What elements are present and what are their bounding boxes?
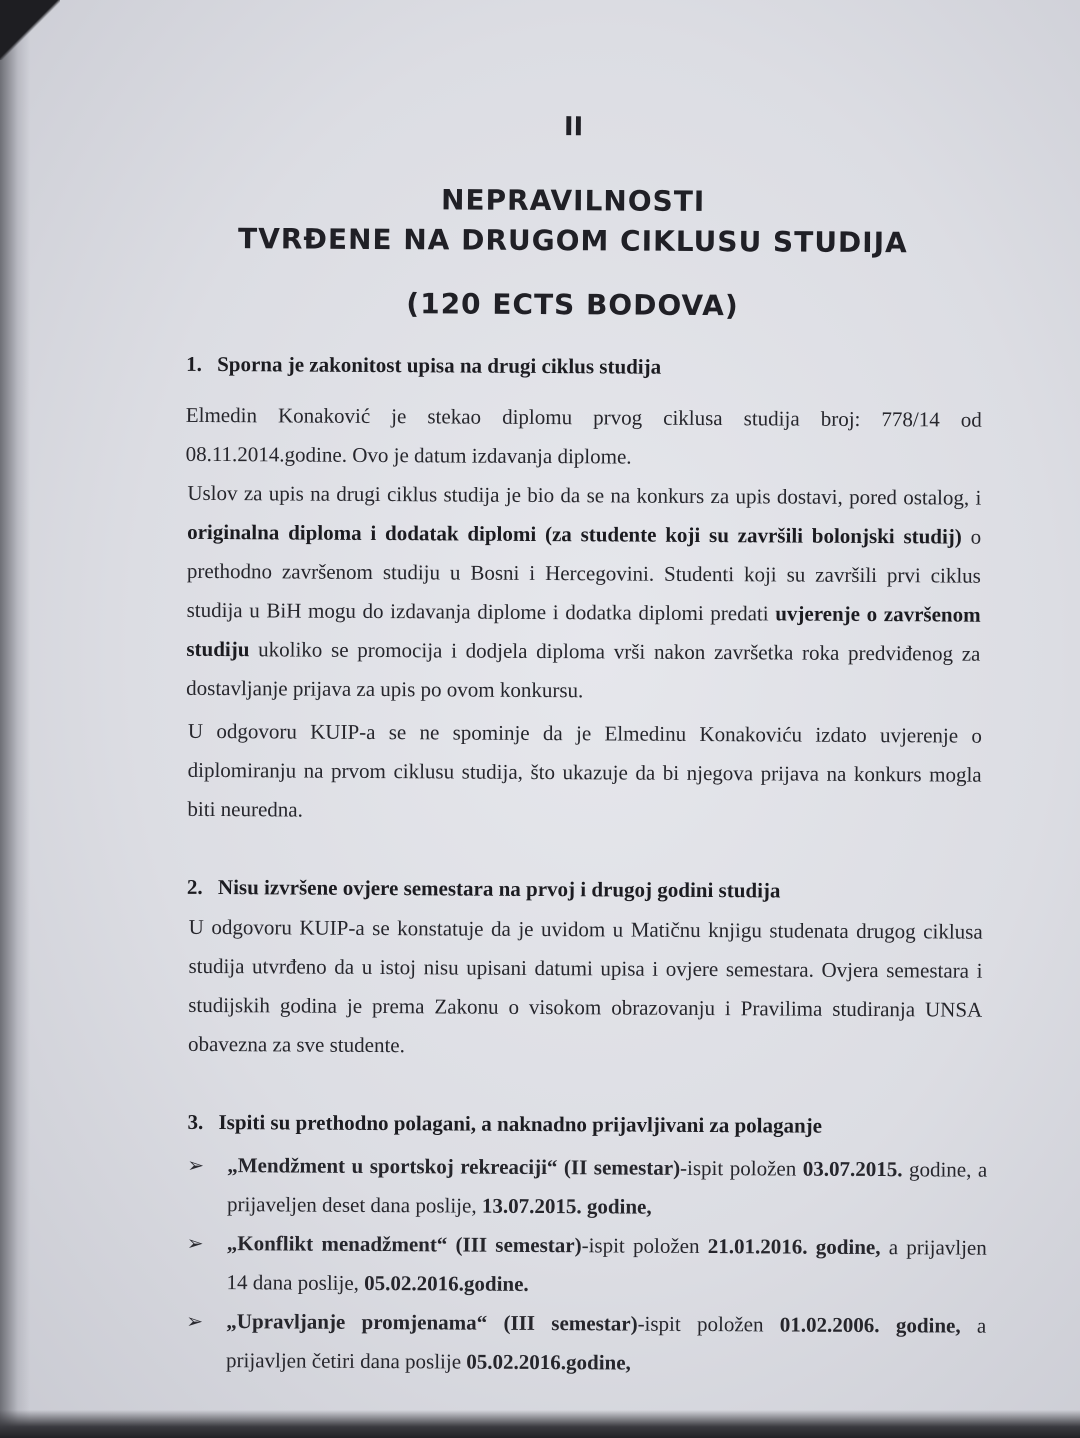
exam-date-registered: 05.02.2016.godine.	[364, 1270, 529, 1296]
title-line-2: TVRĐENE NA DRUGOM CIKLUSU STUDIJA	[237, 222, 908, 260]
section-2-number: 2.	[186, 874, 203, 899]
exam-text-a: -ispit položen	[581, 1233, 708, 1259]
exam-date-passed: 21.01.2016. godine,	[707, 1234, 881, 1260]
exam-item-text	[226, 1302, 986, 1385]
p2-text-c: o prethodno završenom studiju u Bosni i Hercegovini. Studenti koji su završili prvi ciklus studija u BiH mogu do izdavanja diplome i dodatka diplomi predati	[186, 524, 982, 626]
arrow-bullet-icon: ➢	[186, 1308, 204, 1333]
exam-item	[186, 1224, 986, 1307]
section-2-paragraph-1: U odgovoru KUIP-a se konstatuje da je uvidom u Matičnu knjigu studenata drugog ciklusa studija utvrđeno da u istoj nisu upisani datumi upisa i ovjere semestara. Ovjera semestara i studijskih godina je prema Zakonu o visokom obrazovanju i Pravilima studiranja UNSA obavezna za sve studente.	[187, 914, 983, 1058]
section-2-heading: Nisu izvršene ovjere semestara na prvoj i drugoj godini studija	[217, 875, 781, 903]
section-1-title	[186, 352, 661, 380]
exam-item	[187, 1146, 987, 1229]
section-1-paragraph-3: U odgovoru KUIP-a se ne spominje da je Elmedinu Konakoviću izdato uvjerenje o diplomiranju na prvom ciklusu studija, što ukazuje da bi njegova prijava na konkurs mogla biti neuredna.	[187, 718, 982, 822]
exam-item	[186, 1302, 986, 1385]
exam-text-a: -ispit položen	[637, 1311, 780, 1337]
section-1-number: 1.	[186, 351, 202, 376]
title-line-1: NEPRAVILNOSTI	[440, 183, 706, 218]
section-1-paragraph-2	[186, 474, 981, 713]
exam-item-text	[226, 1224, 986, 1307]
exam-date-registered: 05.02.2016.godine,	[466, 1349, 631, 1375]
section-3-number: 3.	[187, 1109, 204, 1134]
exam-text-b: a prijavljen četiri dana poslije	[226, 1313, 987, 1374]
exam-text-a: -ispit položen	[680, 1155, 803, 1181]
page-corner	[0, 0, 60, 60]
exam-text-b: godine, a prijaveljen deset dana poslije,	[226, 1157, 988, 1218]
exam-course: „Upravljanje promjenama“	[226, 1309, 488, 1335]
p2-text-e: ukoliko se promocija i dodjela diploma vrši nakon završetka roka predviđenog za dostavljanje prijava za upis po ovom konkursu.	[186, 637, 981, 703]
exam-semester: (II semestar)	[557, 1155, 681, 1180]
exam-date-registered: 13.07.2015. godine,	[481, 1193, 652, 1219]
exam-text-b: a prijavljen 14 dana poslije,	[226, 1235, 987, 1295]
exam-date-passed: 01.02.2006. godine,	[779, 1312, 961, 1338]
exam-semester: (III semestar)	[487, 1310, 638, 1336]
exam-date-passed: 03.07.2015.	[802, 1156, 903, 1182]
exam-course: „Mendžment u sportskoj rekreaciji“	[227, 1153, 558, 1180]
section-1-paragraph-1: Elmedin Konaković je stekao diplomu prvog ciklusa studija broj: 778/14 od 08.11.2014.godine. Ovo je datum izdavanja diplome.	[185, 402, 982, 469]
page-bottom-edge	[0, 1410, 1080, 1438]
chapter-number: II	[563, 112, 584, 143]
arrow-bullet-icon: ➢	[186, 1230, 204, 1255]
p2-bold-certificate: uvjerenje o završenom studiju	[186, 601, 981, 662]
section-2-title	[187, 875, 781, 904]
exam-item-text	[227, 1146, 987, 1229]
p2-bold-diploma: originalna diploma i dodatak diplomi (za studente koji su završili bolonjski studij)	[187, 519, 962, 549]
exam-course: „Konflikt menadžment“	[226, 1231, 448, 1257]
title-line-3: (120 ECTS BODOVA)	[406, 287, 739, 323]
arrow-bullet-icon: ➢	[187, 1152, 205, 1177]
exam-semester: (III semestar)	[447, 1232, 582, 1258]
p2-text-a: Uslov za upis na drugi ciklus studija je bio da se na konkurs za upis dostavi, pored ostalog, i	[187, 480, 982, 510]
section-3-title	[187, 1110, 822, 1139]
section-1-heading: Sporna je zakonitost upisa na drugi ciklus studija	[217, 352, 662, 379]
section-3-heading: Ispiti su prethodno polagani, a naknadno prijavljivani za polaganje	[218, 1110, 823, 1138]
